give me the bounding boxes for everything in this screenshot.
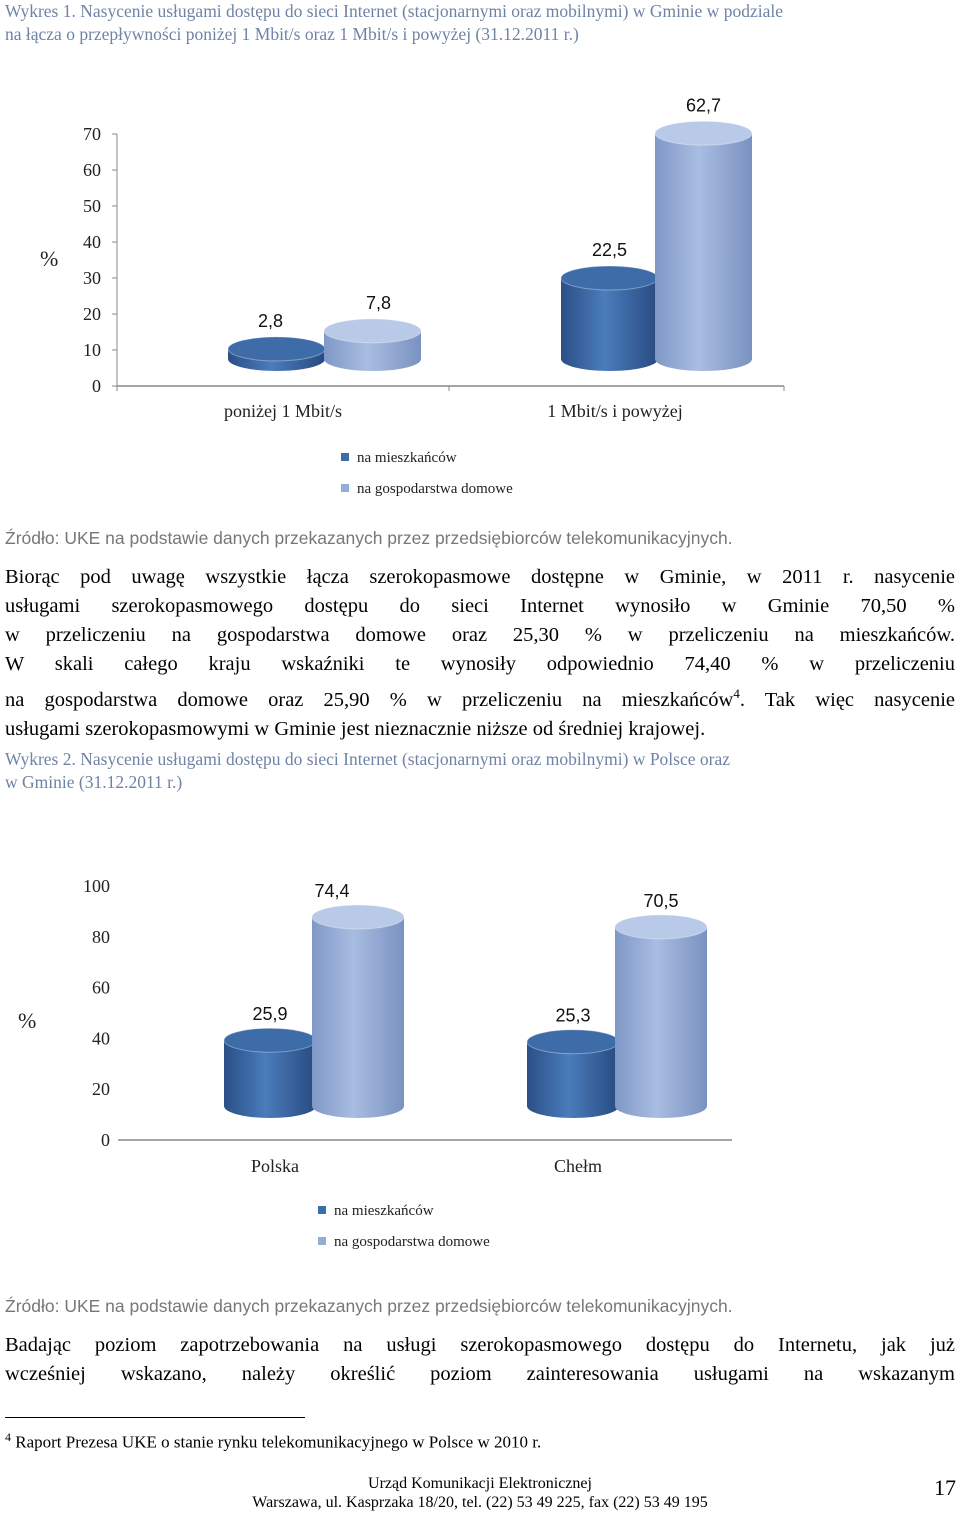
footnote-divider xyxy=(5,1417,305,1418)
bar-top xyxy=(615,915,707,939)
paragraph-1-text: . Tak więc nasycenie xyxy=(739,688,955,711)
bar-gospodarstwa xyxy=(312,905,404,1118)
data-label: 74,4 xyxy=(314,881,350,902)
footer-org: Urząd Komunikacji Elektronicznej xyxy=(368,1475,592,1492)
bar-mieszkancy xyxy=(228,337,325,371)
y-tick-label: 10 xyxy=(83,340,101,360)
y-tick-label: 0 xyxy=(92,376,101,396)
chart2 xyxy=(0,860,960,1260)
footnote xyxy=(5,1430,541,1453)
y-tick-label: 60 xyxy=(83,160,101,180)
paragraph-1-line: Biorąc pod uwagę wszystkie łącza szerokopasmowe dostępne w Gminie, w 2011 r. nasycenie xyxy=(5,566,955,588)
category-label: Chełm xyxy=(554,1156,602,1176)
y-tick-label: 20 xyxy=(92,1079,110,1100)
paragraph-2-line: wcześniej wskazano, należy określić poziom zainteresowania usługami na wskazanym xyxy=(5,1363,955,1385)
bar-top xyxy=(228,337,325,361)
y-axis-label: % xyxy=(40,246,59,271)
category-label: poniżej 1 Mbit/s xyxy=(224,401,342,421)
data-label: 62,7 xyxy=(685,95,722,116)
bar-top xyxy=(561,266,658,290)
paragraph-1-line: usługami szerokopasmowego dostępu do sieci Internet wynosiło w Gminie 70,50 % xyxy=(5,595,955,617)
y-tick-label: 30 xyxy=(83,268,101,288)
paragraph-1-line-with-footnote xyxy=(5,679,955,715)
y-tick-label: 70 xyxy=(83,124,101,144)
bar-gospodarstwa xyxy=(615,915,707,1118)
paragraph-2-line: Badając poziom zapotrzebowania na usługi szerokopasmowego dostępu do Internetu, jak już xyxy=(5,1334,955,1356)
paragraph-2 xyxy=(5,1331,955,1389)
bar-body xyxy=(561,278,658,371)
paragraph-1-line: usługami szerokopasmowymi w Gminie jest nieznacznie niższe od średniej krajowej. xyxy=(5,717,706,740)
bar-gospodarstwa xyxy=(655,121,752,371)
y-tick-label: 40 xyxy=(92,1028,110,1049)
bar-mieszkancy xyxy=(561,266,658,371)
legend-swatch xyxy=(318,1206,326,1214)
y-axis-label: % xyxy=(18,1008,37,1033)
data-label: 25,3 xyxy=(555,1005,591,1026)
y-tick-label: 60 xyxy=(92,977,110,998)
data-label: 25,9 xyxy=(252,1004,288,1025)
bar-gospodarstwa xyxy=(324,319,421,371)
legend-label: na gospodarstwa domowe xyxy=(334,1234,490,1250)
chart1-caption xyxy=(5,0,955,46)
y-tick-label: 80 xyxy=(92,926,110,947)
bar-body xyxy=(312,917,404,1118)
bar-body xyxy=(615,927,707,1118)
footnote-marker: 4 xyxy=(5,1430,11,1444)
chart2-caption-line1: Wykres 2. Nasycenie usługami dostępu do sieci Internet (stacjonarnymi oraz mobilnymi) w Polsce oraz xyxy=(5,749,730,769)
y-tick-label: 40 xyxy=(83,232,101,252)
category-label: 1 Mbit/s i powyżej xyxy=(547,401,683,421)
chart1-source: Źródło: UKE na podstawie danych przekazanych przez przedsiębiorców telekomunikacyjnych. xyxy=(5,528,733,548)
data-label: 7,8 xyxy=(365,292,392,313)
chart2-caption xyxy=(5,748,955,794)
paragraph-1-line: W skali całego kraju wskaźniki te wynosiły odpowiednio 74,40 % w przeliczeniu xyxy=(5,653,955,675)
legend-swatch xyxy=(341,453,349,461)
page-number: 17 xyxy=(934,1475,956,1500)
paragraph-1 xyxy=(5,563,955,744)
y-tick-label: 100 xyxy=(83,876,110,896)
bar-top xyxy=(312,905,404,929)
footer-address: Warszawa, ul. Kasprzaka 18/20, tel. (22) 53 49 225, fax (22) 53 49 195 xyxy=(252,1494,708,1511)
bar-top xyxy=(324,319,421,343)
bar-top xyxy=(527,1030,619,1054)
paragraph-1-text: na gospodarstwa domowe oraz 25,90 % w przeliczeniu na mieszkańców xyxy=(5,688,734,711)
y-tick-label: 0 xyxy=(101,1130,110,1150)
bar-top xyxy=(655,121,752,145)
data-label: 22,5 xyxy=(591,240,628,260)
legend-swatch xyxy=(341,484,349,492)
bar-top xyxy=(224,1028,316,1052)
category-label: Polska xyxy=(250,1156,300,1176)
legend-label: na mieszkańców xyxy=(357,450,457,466)
footnote-ref: 4 xyxy=(733,686,740,701)
legend-swatch xyxy=(318,1237,326,1245)
chart1 xyxy=(0,80,960,510)
chart2-source: Źródło: UKE na podstawie danych przekazanych przez przedsiębiorców telekomunikacyjnych. xyxy=(5,1296,733,1316)
y-tick-label: 50 xyxy=(83,196,101,216)
chart2-caption-line2: w Gminie (31.12.2011 r.) xyxy=(5,772,183,792)
bar-mieszkancy xyxy=(527,1030,619,1118)
chart1-caption-line2: na łącza o przepływności poniżej 1 Mbit/s oraz 1 Mbit/s i powyżej (31.12.2011 r.) xyxy=(5,24,579,44)
chart1-caption-line1: Wykres 1. Nasycenie usługami dostępu do sieci Internet (stacjonarnymi oraz mobilnymi) w Gminie w podziale xyxy=(5,1,783,21)
data-label: 70,5 xyxy=(643,890,679,911)
footnote-text: Raport Prezesa UKE o stanie rynku telekomunikacyjnego w Polsce w 2010 r. xyxy=(11,1432,542,1452)
paragraph-1-line: w przeliczeniu na gospodarstwa domowe oraz 25,30 % w przeliczeniu na mieszkańców. xyxy=(5,624,955,646)
legend-label: na gospodarstwa domowe xyxy=(357,481,513,497)
legend-label: na mieszkańców xyxy=(334,1203,434,1219)
data-label: 2,8 xyxy=(257,310,284,331)
y-tick-label: 20 xyxy=(83,304,101,324)
bar-body xyxy=(655,133,752,371)
bar-mieszkancy xyxy=(224,1028,316,1118)
